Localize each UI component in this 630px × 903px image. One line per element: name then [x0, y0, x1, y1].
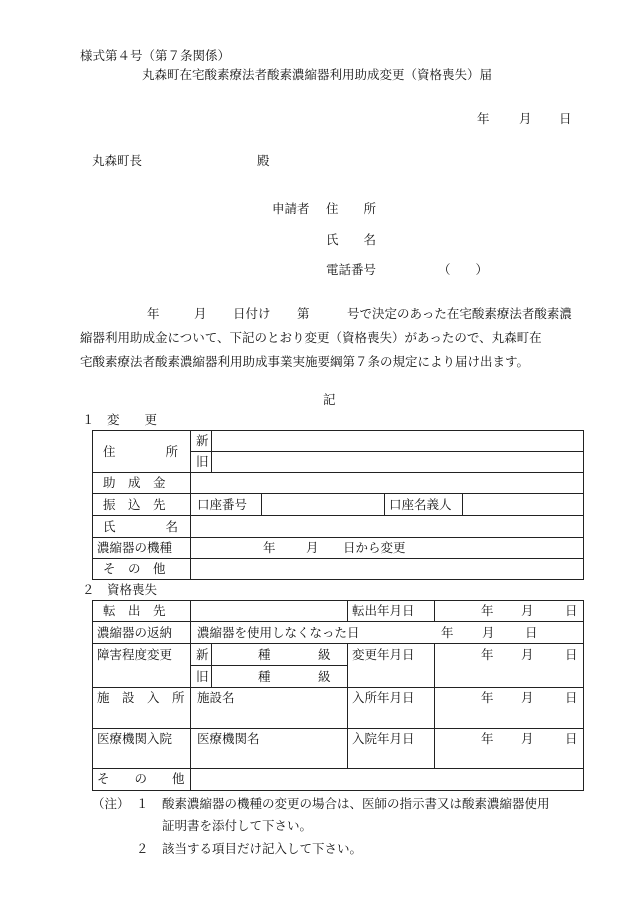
- s2-return-month: 月: [482, 625, 495, 640]
- s1-address-old: 旧: [196, 454, 209, 469]
- s1-name-label: 氏 名: [103, 519, 179, 534]
- s1-model-year: 年: [263, 540, 276, 555]
- note1-number: １: [136, 796, 149, 811]
- date-day: 日: [559, 111, 572, 126]
- s2-disability-new-kind: 種: [258, 647, 271, 662]
- s2-facility-label: 施 設 入 所: [97, 690, 185, 705]
- s2-facility-name-label: 施設名: [197, 690, 235, 705]
- s2-disability-date-label: 変更年月日: [352, 647, 415, 662]
- s2-disability-new: 新: [196, 647, 209, 662]
- s2-hospital-day: 日: [565, 731, 578, 746]
- s2-return-label: 濃縮器の返納: [97, 625, 173, 640]
- s2-return-day: 日: [525, 625, 538, 640]
- body-dated: 日付け: [233, 306, 271, 321]
- s2-moveout-month: 月: [521, 603, 534, 618]
- s1-address-new: 新: [196, 433, 209, 448]
- s2-hospital-date-label: 入院年月日: [352, 731, 415, 746]
- s2-disability-old: 旧: [196, 669, 209, 684]
- body-year: 年: [147, 306, 160, 321]
- s2-return-text: 濃縮器を使用しなくなった日: [197, 625, 360, 640]
- section1-heading: １ 変 更: [82, 412, 158, 427]
- note2-number: ２: [136, 841, 149, 856]
- applicant-address-label: 住 所: [326, 201, 377, 216]
- applicant-phone-label: 電話番号: [326, 262, 377, 277]
- s2-moveout-year: 年: [481, 603, 494, 618]
- body-month: 月: [194, 306, 207, 321]
- s1-account-no-label: 口座番号: [197, 497, 248, 512]
- s2-moveout-day: 日: [565, 603, 578, 618]
- s1-model-month: 月: [306, 540, 319, 555]
- s1-address-label: 住 所: [103, 444, 179, 459]
- note1-line2: 証明書を添付して下さい。: [162, 818, 313, 833]
- s2-disability-year: 年: [481, 647, 494, 662]
- s1-transfer-label: 振 込 先: [103, 497, 166, 512]
- notes-prefix: （注）: [92, 796, 130, 811]
- section2-heading: ２ 資格喪失: [82, 582, 158, 597]
- s1-other-label: そ の 他: [103, 561, 166, 576]
- s1-subsidy-label: 助 成 金: [103, 475, 166, 490]
- s2-facility-day: 日: [565, 690, 578, 705]
- s2-hospital-label: 医療機関入院: [97, 731, 173, 746]
- ki-heading: 記: [323, 392, 336, 407]
- body-line1-rest: 号で決定のあった在宅酸素療法者酸素濃: [347, 306, 572, 321]
- s2-hospital-month: 月: [521, 731, 534, 746]
- s2-disability-day: 日: [565, 647, 578, 662]
- section2-table: [92, 600, 584, 791]
- s2-moveout-date-label: 転出年月日: [352, 603, 415, 618]
- addressee-name: 丸森町長: [92, 153, 143, 168]
- s2-facility-month: 月: [521, 690, 534, 705]
- date-month: 月: [519, 111, 532, 126]
- addressee-honorific: 殿: [257, 153, 270, 168]
- page-title: 丸森町在宅酸素療法者酸素濃縮器利用助成変更（資格喪失）届: [142, 67, 493, 82]
- s2-facility-year: 年: [481, 690, 494, 705]
- s2-hospital-name-label: 医療機関名: [197, 731, 260, 746]
- s2-facility-date-label: 入所年月日: [352, 690, 415, 705]
- applicant-label: 申請者: [272, 201, 310, 216]
- section1-table: [92, 430, 584, 580]
- s2-disability-label: 障害程度変更: [97, 647, 173, 662]
- s1-model-from: 日から変更: [343, 540, 406, 555]
- applicant-name-label: 氏 名: [326, 232, 377, 247]
- note2-text: 該当する項目だけ記入して下さい。: [162, 841, 363, 856]
- s2-disability-month: 月: [521, 647, 534, 662]
- body-line2: 縮器利用助成金について、下記のとおり変更（資格喪失）があったので、丸森町在: [80, 330, 542, 345]
- s2-disability-old-grade: 級: [318, 669, 331, 684]
- s1-model-label: 濃縮器の機種: [97, 540, 173, 555]
- body-line3: 宅酸素療法者酸素濃縮器利用助成事業実施要綱第７条の規定により届け出ます。: [80, 354, 530, 369]
- body-no: 第: [297, 306, 310, 321]
- date-year: 年: [477, 111, 490, 126]
- form-number: 様式第４号（第７条関係）: [80, 48, 231, 63]
- s2-disability-old-kind: 種: [258, 669, 271, 684]
- note1-line1: 酸素濃縮器の機種の変更の場合は、医師の指示書又は酸素濃縮器使用: [162, 796, 550, 811]
- s2-disability-new-grade: 級: [318, 647, 331, 662]
- s2-hospital-year: 年: [481, 731, 494, 746]
- s2-other-label: そ の 他: [97, 771, 185, 786]
- applicant-phone-paren: （ ）: [438, 262, 489, 277]
- s1-account-holder-label: 口座名義人: [389, 497, 452, 512]
- s2-moveout-label: 転 出 先: [103, 603, 166, 618]
- s2-return-year: 年: [441, 625, 454, 640]
